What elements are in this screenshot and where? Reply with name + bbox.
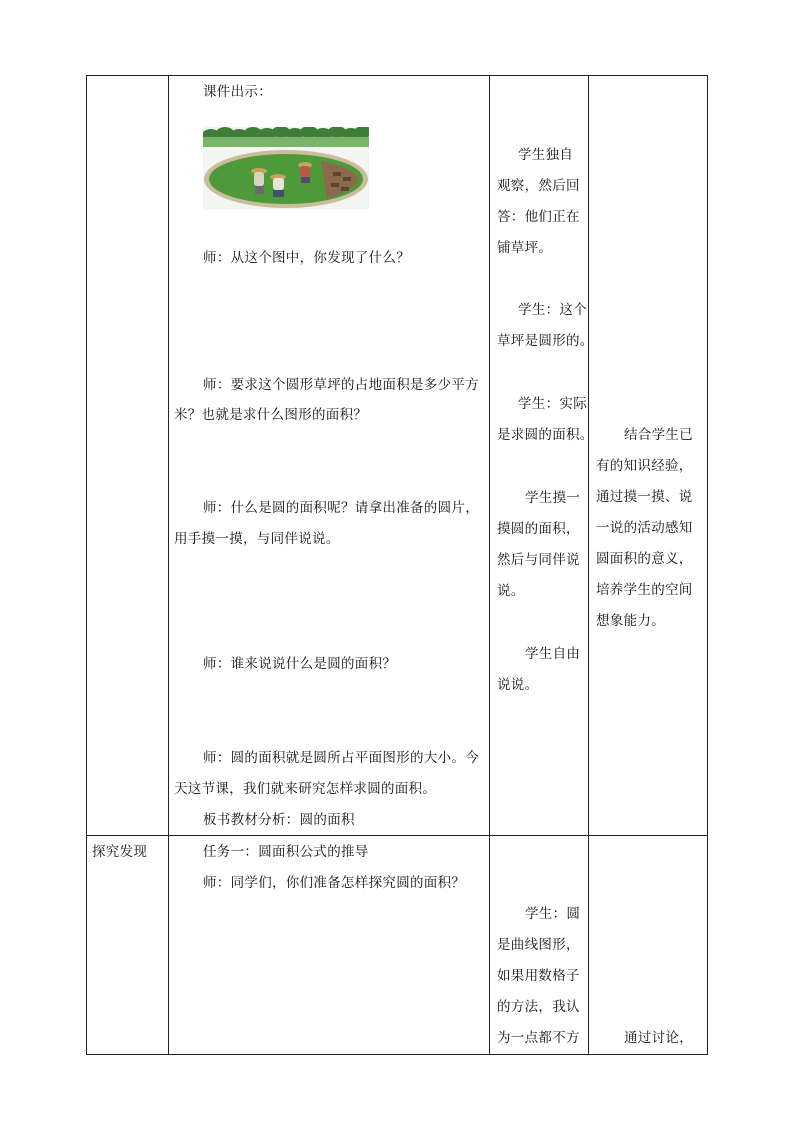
intent-line-2: 有的知识经验， <box>596 458 693 474</box>
student-answer-4-line-4: 说。 <box>497 583 525 599</box>
teacher-question-2-line-1: 师：要求这个圆形草坪的占地面积是多少平方 <box>203 377 479 393</box>
student-explore-line-5: 为一点都不方 <box>497 1030 580 1046</box>
student-answer-3-line-1: 学生：实际 <box>518 396 587 412</box>
table-border-left <box>86 75 87 1055</box>
task-title: 任务一：圆面积公式的推导 <box>203 844 369 860</box>
student-answer-2-line-1: 学生：这个 <box>518 302 587 318</box>
student-explore-line-4: 的方法，我认 <box>497 999 580 1015</box>
student-explore-line-3: 如果用数格子 <box>497 968 580 984</box>
intent-line-3: 通过摸一摸、说 <box>596 489 693 505</box>
teacher-question-3-line-1: 师：什么是圆的面积呢？请拿出准备的圆片， <box>203 500 479 516</box>
intent-line-5: 圆面积的意义， <box>596 551 693 567</box>
teacher-question-1: 师：从这个图中，你发现了什么？ <box>203 250 410 266</box>
table-col-divider-1 <box>168 75 169 1055</box>
student-answer-1-line-2: 观察，然后回 <box>497 178 580 194</box>
teacher-question-4: 师：谁来说说什么是圆的面积？ <box>203 656 397 672</box>
teacher-question-2-line-2: 米？也就是求什么图形的面积？ <box>174 407 368 423</box>
student-answer-2-line-2: 草坪是圆形的。 <box>497 333 594 349</box>
intent-line-1: 结合学生已 <box>624 427 693 443</box>
student-answer-4-line-3: 然后与同伴说 <box>497 552 580 568</box>
intent-line-7: 想象能力。 <box>596 613 665 629</box>
teacher-explore-question: 师：同学们，你们准备怎样探究圆的面积？ <box>203 875 466 891</box>
student-answer-5-line-1: 学生自由 <box>525 646 581 662</box>
table-col-divider-2 <box>489 75 490 1055</box>
stage-label: 探究发现 <box>92 844 148 860</box>
student-explore-line-2: 是曲线图形， <box>497 937 580 953</box>
intent-line-4: 一说的活动感知 <box>596 520 693 536</box>
lawn-illustration <box>203 127 369 209</box>
table-border-right <box>707 75 708 1055</box>
student-answer-1-line-3: 答：他们正在 <box>497 209 580 225</box>
board-note: 板书教材分析：圆的面积 <box>203 812 355 828</box>
table-row-divider <box>86 835 708 836</box>
student-explore-line-1: 学生：圆 <box>525 906 581 922</box>
teacher-question-5-line-1: 师：圆的面积就是圆所占平面图形的大小。今 <box>203 750 479 766</box>
table-border-top <box>86 75 708 76</box>
intent-line-6: 培养学生的空间 <box>596 582 693 598</box>
student-answer-5-line-2: 说说。 <box>497 677 539 693</box>
student-answer-3-line-2: 是求圆的面积。 <box>497 427 594 443</box>
table-col-divider-3 <box>588 75 589 1055</box>
student-answer-1-line-4: 铺草坪。 <box>497 240 553 256</box>
teacher-question-5-line-2: 天这节课，我们就来研究怎样求圆的面积。 <box>174 781 437 797</box>
intent-explore-line-1: 通过讨论， <box>624 1030 693 1046</box>
student-answer-4-line-1: 学生摸一 <box>525 490 581 506</box>
student-answer-4-line-2: 摸圆的面积， <box>497 521 580 537</box>
teacher-question-3-line-2: 用手摸一摸，与同伴说说。 <box>174 531 340 547</box>
lawn-workers-image <box>203 127 369 209</box>
courseware-label: 课件出示： <box>203 84 272 100</box>
table-border-bottom <box>86 1054 708 1055</box>
student-answer-1-line-1: 学生独自 <box>518 147 574 163</box>
